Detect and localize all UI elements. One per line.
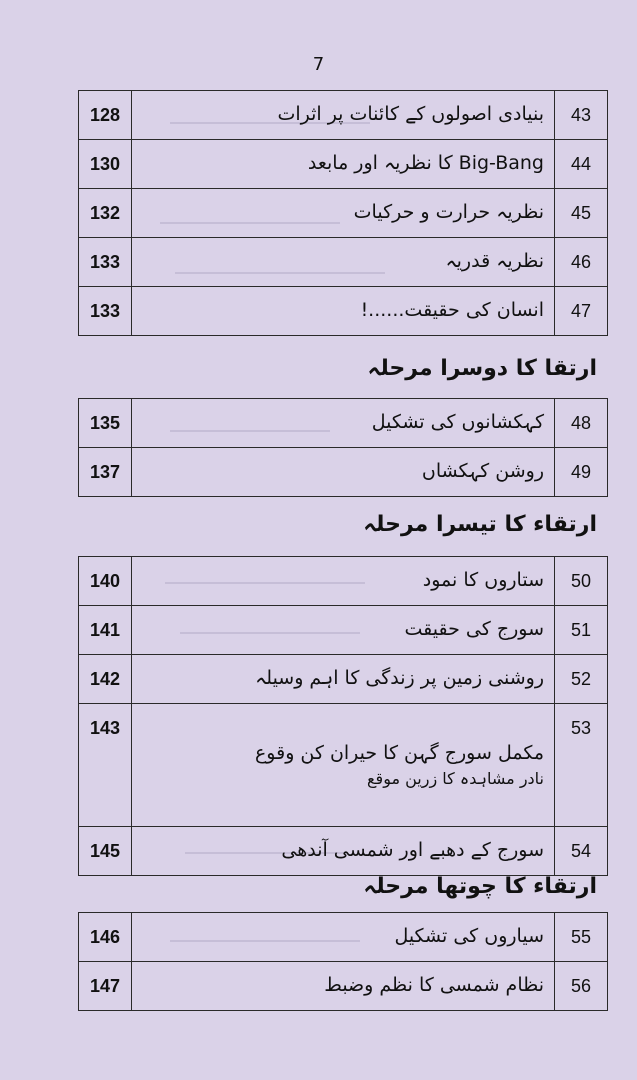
- entry-number: 51: [555, 606, 608, 655]
- entry-number: 44: [555, 140, 608, 189]
- entry-number: 56: [555, 962, 608, 1011]
- section-heading: ارتقاء کا تیسرا مرحلہ: [363, 512, 597, 537]
- toc-row: [79, 913, 608, 962]
- entry-page: 135: [79, 399, 132, 448]
- toc-row: [79, 189, 608, 238]
- entry-title: [132, 655, 555, 704]
- entry-title-line: کہکشانوں کی تشکیل: [371, 411, 544, 434]
- entry-title-line: Big-Bang کا نظریہ اور مابعد: [307, 152, 544, 175]
- entry-title-line: نظریہ حرارت و حرکیات: [353, 201, 544, 224]
- toc-row: [79, 399, 608, 448]
- entry-number: 48: [555, 399, 608, 448]
- entry-number: 55: [555, 913, 608, 962]
- toc-row: [79, 91, 608, 140]
- entry-title: [132, 399, 555, 448]
- toc-row: [79, 827, 608, 876]
- entry-page: 133: [79, 287, 132, 336]
- entry-page: 143: [79, 704, 132, 827]
- entry-title-line: ستاروں کا نمود: [422, 569, 544, 592]
- toc-row: [79, 448, 608, 497]
- toc-table-3: [78, 556, 608, 876]
- section-heading: ارتقاء کا چوتھا مرحلہ: [363, 874, 597, 899]
- toc-row: [79, 704, 608, 827]
- entry-title: [132, 140, 555, 189]
- entry-title-line: نظام شمسی کا نظم وضبط: [324, 974, 544, 997]
- toc-row: [79, 140, 608, 189]
- entry-number: 47: [555, 287, 608, 336]
- entry-title: [132, 189, 555, 238]
- entry-title-line: روشن کہکشاں: [421, 460, 544, 483]
- entry-title: [132, 913, 555, 962]
- entry-title: [132, 91, 555, 140]
- entry-number: 50: [555, 557, 608, 606]
- entry-number: 53: [555, 704, 608, 827]
- entry-title: [132, 704, 555, 827]
- toc-row: [79, 287, 608, 336]
- entry-page: 132: [79, 189, 132, 238]
- page-number: 7: [312, 54, 325, 75]
- entry-title: [132, 448, 555, 497]
- entry-title-line: سورج کی حقیقت: [404, 618, 544, 641]
- toc-table-4: [78, 912, 608, 1011]
- entry-title-line: سورج کے دھبے اور شمسی آندھی: [281, 839, 544, 862]
- section-heading: ارتقا کا دوسرا مرحلہ: [367, 356, 597, 381]
- entry-page: 137: [79, 448, 132, 497]
- entry-page: 130: [79, 140, 132, 189]
- entry-title-line: نظریہ قدریہ: [445, 250, 544, 273]
- entry-title-line: روشنی زمین پر زندگی کا اہم وسیلہ: [255, 667, 544, 690]
- entry-title-line: انسان کی حقیقت......!: [360, 299, 544, 322]
- entry-number: 54: [555, 827, 608, 876]
- entry-title: [132, 238, 555, 287]
- entry-number: 49: [555, 448, 608, 497]
- toc-table-2: [78, 398, 608, 497]
- entry-number: 52: [555, 655, 608, 704]
- toc-row: [79, 655, 608, 704]
- entry-title: [132, 962, 555, 1011]
- entry-number: 45: [555, 189, 608, 238]
- entry-title-line: نادر مشاہدہ کا زرین موقع: [367, 769, 544, 789]
- entry-page: 141: [79, 606, 132, 655]
- entry-number: 46: [555, 238, 608, 287]
- entry-title-line: بنیادی اصولوں کے کائنات پر اثرات: [277, 103, 544, 126]
- entry-page: 142: [79, 655, 132, 704]
- entry-page: 146: [79, 913, 132, 962]
- entry-title-line: سیاروں کی تشکیل: [394, 925, 544, 948]
- toc-row: [79, 557, 608, 606]
- toc-row: [79, 962, 608, 1011]
- entry-title: [132, 287, 555, 336]
- entry-page: 128: [79, 91, 132, 140]
- toc-row: [79, 238, 608, 287]
- entry-page: 140: [79, 557, 132, 606]
- entry-page: 147: [79, 962, 132, 1011]
- entry-title: [132, 557, 555, 606]
- entry-number: 43: [555, 91, 608, 140]
- toc-table-1: [78, 90, 608, 336]
- entry-title: [132, 606, 555, 655]
- entry-title: [132, 827, 555, 876]
- entry-title-line: مکمل سورج گہن کا حیران کن وقوع: [254, 741, 544, 764]
- entry-page: 133: [79, 238, 132, 287]
- entry-page: 145: [79, 827, 132, 876]
- toc-row: [79, 606, 608, 655]
